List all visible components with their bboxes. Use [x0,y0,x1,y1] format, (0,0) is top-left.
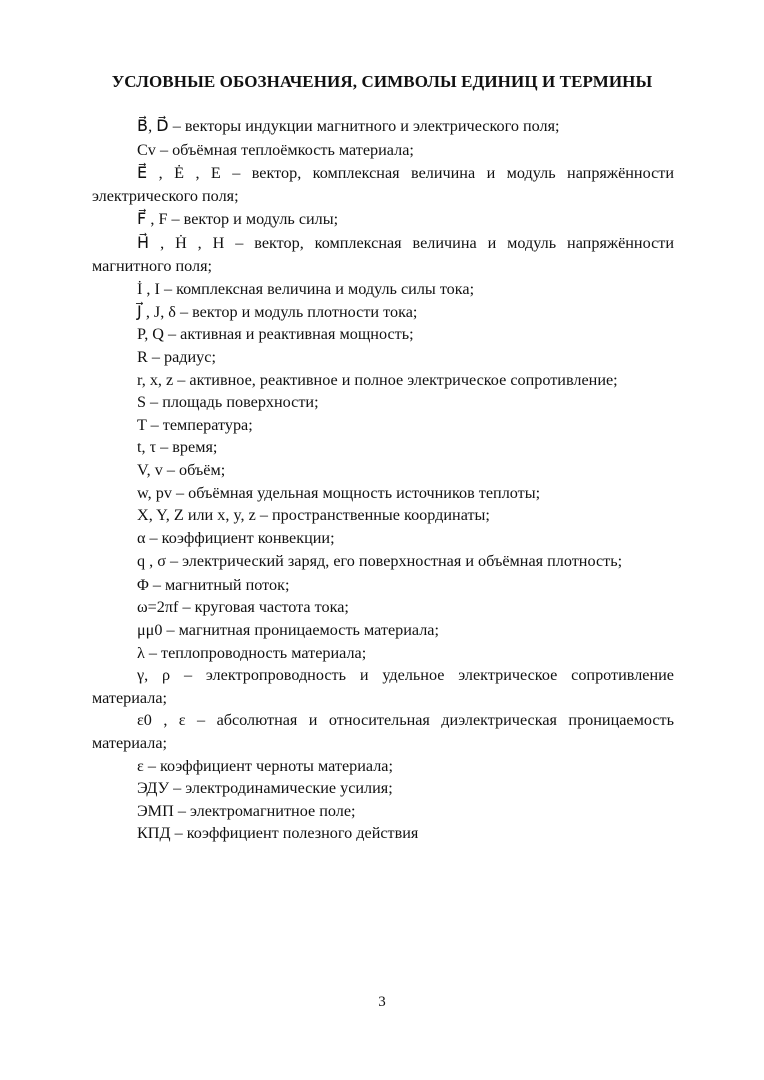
notation-entry: λ – теплопроводность материала; [137,643,367,662]
notation-entry: P, Q – активная и реактивная мощность; [137,325,414,344]
page-title: УСЛОВНЫЕ ОБОЗНАЧЕНИЯ, СИМВОЛЫ ЕДИНИЦ И ТЕРМИНЫ [111,72,653,91]
page-number: 3 [378,994,386,1010]
notation-entry: Cv – объёмная теплоёмкость материала; [137,140,414,159]
notation-entry: ЭМП – электромагнитное поле; [137,801,356,820]
notation-entry: ε0 , ε – абсолютная и относительная диэлектрическая проницаемость материала; [92,711,674,753]
notation-entry: α – коэффициент конвекции; [137,528,335,547]
notation-entry: t, τ – время; [137,438,218,457]
notation-entry: B⃗, D⃗ – векторы индукции магнитного и электрического поля; [137,117,560,135]
notation-entry: S – площадь поверхности; [137,393,319,412]
notation-entry: КПД – коэффициент полезного действия [137,824,419,843]
notation-entry: H⃗ , Ḣ , H – вектор, комплексная величина и модуль напряжённости магнитного поля; [92,233,674,275]
notation-entry: Φ – магнитный поток; [137,575,290,594]
notation-entry: r, x, z – активное, реактивное и полное электрическое сопротивление; [137,370,618,389]
notation-entry: μμ0 – магнитная проницаемость материала; [137,621,439,640]
notation-entry: X, Y, Z или x, y, z – пространственные координаты; [137,506,490,525]
notation-entry: q , σ – электрический заряд, его поверхностная и объёмная плотность; [137,552,623,571]
notation-entry: İ , I – комплексная величина и модуль силы тока; [137,280,475,299]
notation-entry: ω=2πf – круговая частота тока; [137,598,349,617]
notation-entry: J⃗ , J, δ – вектор и модуль плотности тока; [137,302,418,321]
notation-list [92,114,674,845]
notation-entry: V, v – объём; [137,460,226,479]
notation-entry: T – температура; [137,415,253,434]
notation-entry: E⃗ , Ė , E – вектор, комплексная величина и модуль напряжённости электрического поля; [92,164,674,205]
notation-entry: F⃗ , F – вектор и модуль силы; [137,210,339,229]
notation-entry: ε – коэффициент черноты материала; [137,756,393,775]
notation-entry: ЭДУ – электродинамические усилия; [137,779,393,798]
notation-entry: R – радиус; [137,347,216,366]
notation-entry: γ, ρ – электропроводность и удельное электрическое сопротивление материала; [92,666,674,707]
notation-entry: w, pv – объёмная удельная мощность источников теплоты; [137,483,541,502]
